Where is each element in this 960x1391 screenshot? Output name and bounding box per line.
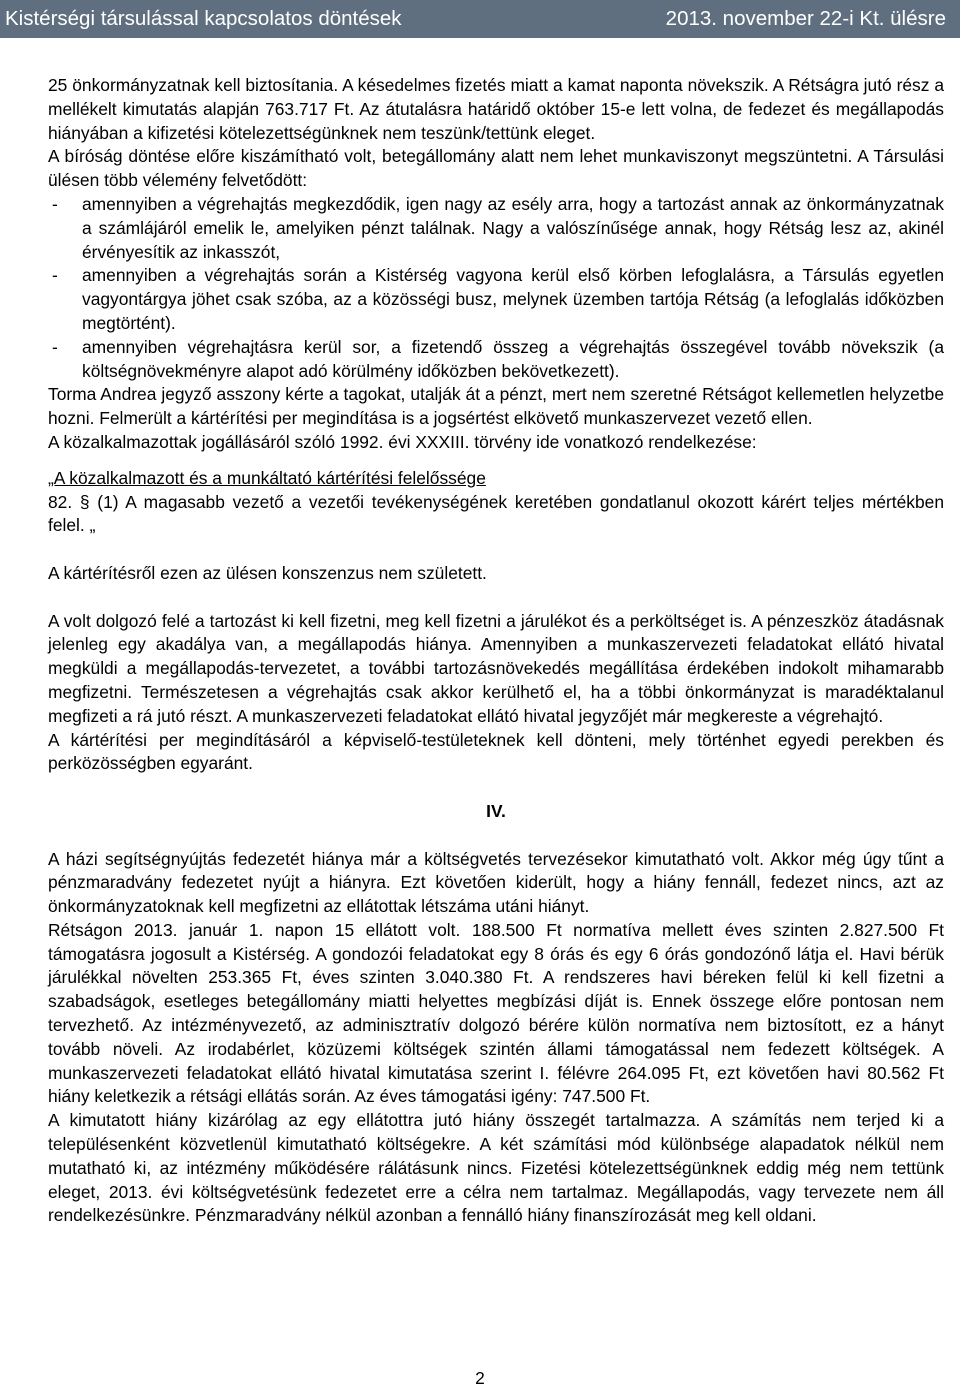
quote-title: „A közalkalmazott és a munkáltató kártérítési felelőssége: [48, 467, 486, 488]
header-left-title: Kistérségi társulással kapcsolatos döntések: [5, 7, 402, 30]
paragraph: A bíróság döntése előre kiszámítható volt, betegállomány alatt nem lehet munkaviszonyt megszüntetni. A Társulási ülésen több vélemény felvetődött:: [48, 146, 944, 191]
paragraph: 25 önkormányzatnak kell biztosítania. A késedelmes fizetés miatt a kamat naponta növekszik. A Rétságra jutó rész a mellékelt kimutatás alapján 763.717 Ft. Az átutalásra határidő október 15-e lett volna, de fedezet és megállapodás hiányában a kifizetési kötelezettségünknek nem teszünk/tettünk eleget.: [48, 75, 944, 143]
quote-body: 82. § (1) A magasabb vezető a vezetői tevékenységének keretében gondatlanul okozott kárért teljes mértékben felel. „: [48, 491, 944, 536]
list-item: - amennyiben végrehajtásra kerül sor, a fizetendő összeg a végrehajtás összegével tovább növekszik (a költségnövekményre alapot adó körülmény időközben bekövetkezett).: [48, 336, 944, 384]
list-item: - amennyiben a végrehajtás során a Kistérség vagyona kerül első körben lefoglalásra, a Társulás egyetlen vagyontárgya jöhet csak szóba, az a közösségi busz, melynek üzemben tartója Rétság (a lefoglalás időközben megtörtént).: [48, 264, 944, 335]
paragraph: A kártérítési per megindításáról a képviselő-testületeknek kell dönteni, mely történhet egyedi perekben és perközösségben egyaránt.: [48, 729, 944, 774]
section-heading: IV.: [486, 800, 506, 821]
document-body: [48, 74, 944, 1228]
paragraph: A kimutatott hiány kizárólag az egy ellátottra jutó hiány összegét tartalmazza. A számítás nem terjed ki a településenként közvetlenül kimutatható költségekre. A két számítási mód különbsége alapadatok nélkül nem mutatható ki, az intézmény működésére rálátásunk nincs. Fizetési kötelezettségünknek eddig még nem tettünk eleget, 2013. évi költségvetésünk fedezetet erre a célra nem tartalmaz. Megállapodás, vagy tervezete nem áll rendelkezésünkre. Pénzmaradvány nélkül azonban a fennálló hiány finanszírozását meg kell oldani.: [48, 1110, 944, 1226]
header-right-title: 2013. november 22-i Kt. ülésre: [665, 7, 946, 30]
paragraph: A kártérítésről ezen az ülésen konszenzus nem született.: [48, 562, 487, 583]
paragraph: A közalkalmazottak jogállásáról szóló 1992. évi XXXIII. törvény ide vonatkozó rendelkezése:: [48, 431, 757, 452]
page-number: 2: [475, 1368, 485, 1388]
opinion-list: [48, 193, 944, 383]
paragraph: A volt dolgozó felé a tartozást ki kell fizetni, meg kell fizetni a járulékot és a perköltséget is. A pénzeszköz átadásnak jelenleg egy akadálya van, a megállapodás hiánya. Amennyiben a munkaszervezeti feladatokat ellátó hivatal megküldi a megállapodás-tervezetet, a további tartozásnövekedés megállítása érdekében indokolt mihamarabb megfizetni. Természetesen a végrehajtás csak akkor kerülhető el, ha a többi önkormányzat is maradéktalanul megfizeti a rá jutó részt. A munkaszervezeti feladatokat ellátó hivatal jegyzőjét már megkereste a végrehajtó.: [48, 610, 944, 726]
list-item: - amennyiben a végrehajtás megkezdődik, igen nagy az esély arra, hogy a tartozást annak az önkormányzatnak a számlájáról emelik le, amelyiken pénzt találnak. Nagy a valószínűsége annak, hogy Rétság lesz az, akinél érvényesítik az inkasszót,: [48, 193, 944, 264]
paragraph: A házi segítségnyújtás fedezetét hiánya már a költségvetés tervezésekor kimutatható volt. Akkor még úgy tűnt a pénzmaradvány fedezetet nyújt a hiányra. Ezt követően kiderült, hogy a hiány fennáll, fedezet nincs, azt az önkormányzatoknak kell megfizetni az ellátottak létszáma utáni hiányt.: [48, 848, 944, 917]
paragraph: Torma Andrea jegyző asszony kérte a tagokat, utalják át a pénzt, mert nem szeretné Rétságot kellemetlen helyzetbe hozni. Felmerült a kártérítési per megindítása is a jogsértést elkövető munkaszervezet vezető ellen.: [48, 384, 944, 429]
paragraph: Rétságon 2013. január 1. napon 15 ellátott volt. 188.500 Ft normatíva mellett éves szinten 2.827.500 Ft támogatásra jogosult a Kistérség. A gondozói feladatokat egy 8 órás és egy 6 órás gondozónő látja el. Havi bérük járulékkal növelten 253.365 Ft, éves szinten 3.040.380 Ft. A rendszeres havi béreken felül ki kell fizetni a szabadságok, esetleges betegállomány miatti helyettes megbízási díját is. Ennek összege előre pontosan nem tervezhető. Az intézményvezető, az adminisztratív dolgozó bérére külön normatíva nem biztosított, ez a hányt tovább növeli. Az irodabérlet, közüzemi költségek szintén állami támogatással nem fedezett költségek. A munkaszervezeti feladatokat ellátó hivatal kimutatása szerint I. félévre 264.095 Ft, ezt követően havi 80.562 Ft hiány keletkezik a rétsági ellátás során. Az éves támogatási igény: 747.500 Ft.: [48, 919, 944, 1107]
page-header: [0, 0, 960, 38]
